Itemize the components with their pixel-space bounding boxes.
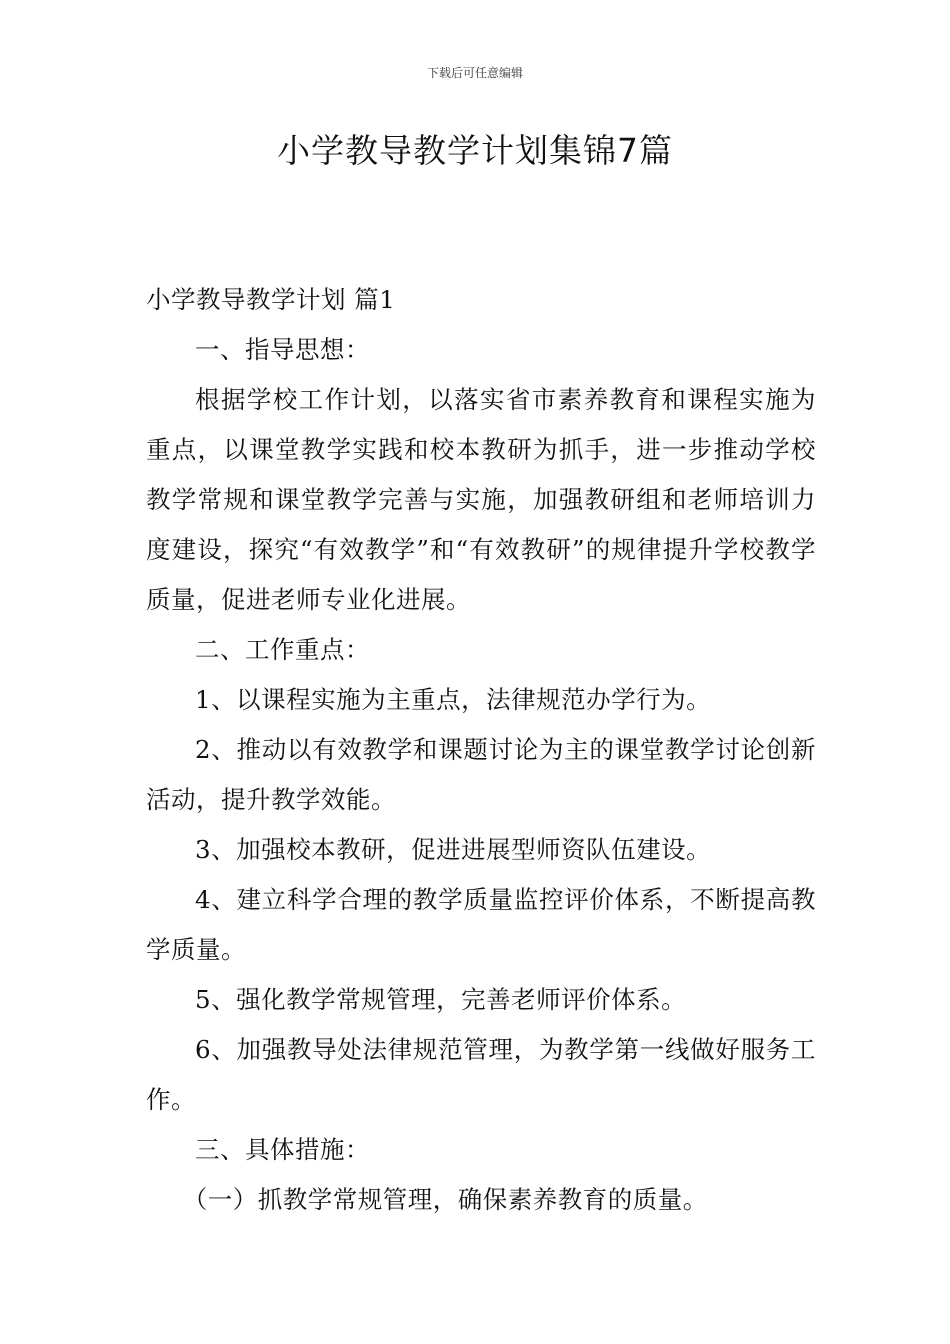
document-title: 小学教导教学计划集锦7篇 <box>277 131 673 170</box>
list-item-3: 3、加强校本教研，促进进展型师资队伍建设。 <box>195 835 712 864</box>
list-item-1: 1、以课程实施为主重点，法律规范办学行为。 <box>195 685 712 714</box>
heading-guiding-thought: 一、指导思想： <box>195 335 370 364</box>
list-item-4: 4、建立科学合理的教学质量监控评价体系，不断提高教学质量。 <box>146 885 816 964</box>
heading-measures: 三、具体措施： <box>195 1135 370 1164</box>
section-heading: 小学教导教学计划 篇1 <box>146 285 396 314</box>
document-body <box>146 275 816 1225</box>
subheading-measure-1: （一）抓教学常规管理，确保素养教育的质量。 <box>182 1185 708 1214</box>
list-item-2: 2、推动以有效教学和课题讨论为主的课堂教学讨论创新活动，提升教学效能。 <box>146 735 816 814</box>
list-item-6: 6、加强教导处法律规范管理，为教学第一线做好服务工作。 <box>146 1035 816 1114</box>
page-header-note: 下载后可任意编辑 <box>426 66 523 80</box>
heading-work-focus: 二、工作重点： <box>195 635 370 664</box>
list-item-5: 5、强化教学常规管理，完善老师评价体系。 <box>195 985 687 1014</box>
paragraph-guiding-thought: 根据学校工作计划，以落实省市素养教育和课程实施为重点，以课堂教学实践和校本教研为抓手，进一步推动学校教学常规和课堂教学完善与实施，加强教研组和老师培训力度建设，探究“有效教学”和“有效教研”的规律提升学校教学质量，促进老师专业化进展。 <box>146 385 816 614</box>
